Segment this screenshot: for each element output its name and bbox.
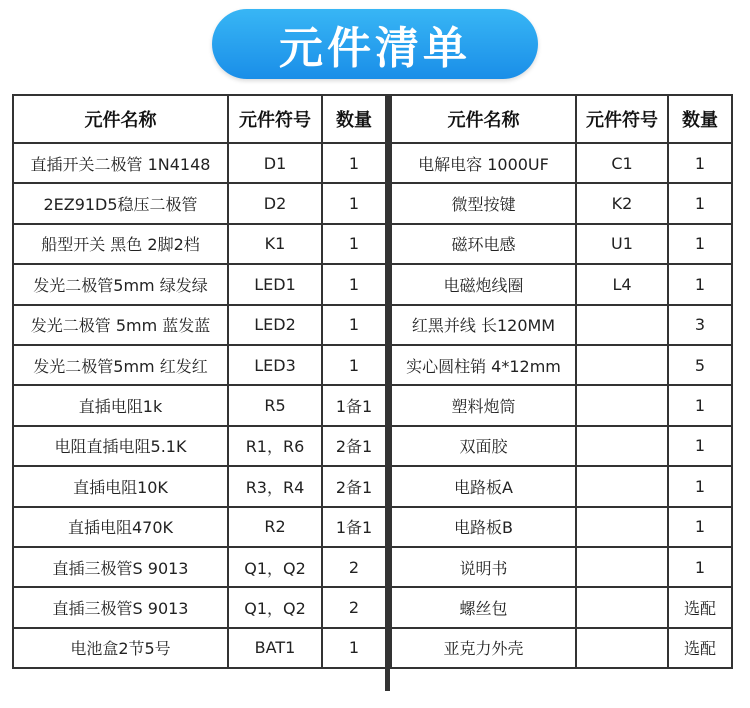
table-row (391, 426, 732, 466)
table-row (391, 143, 732, 183)
quantity-cell: 1 (668, 426, 732, 466)
table-row (391, 345, 732, 385)
table-row (13, 183, 386, 223)
component-name-cell: 磁环电感 (391, 224, 576, 264)
component-name-cell: 电池盒2节5号 (13, 628, 228, 668)
table-row (13, 305, 386, 345)
header-qty: 数量 (668, 95, 732, 143)
component-name-cell: 塑料炮筒 (391, 385, 576, 425)
component-symbol-cell (576, 385, 668, 425)
component-symbol-cell: LED2 (228, 305, 322, 345)
component-symbol-cell (576, 345, 668, 385)
table-row (13, 466, 386, 506)
component-symbol-cell: Q1，Q2 (228, 547, 322, 587)
component-name-cell: 电阻直插电阻5.1K (13, 426, 228, 466)
component-name-cell: 直插电阻1k (13, 385, 228, 425)
table-row (13, 426, 386, 466)
table-row (391, 385, 732, 425)
component-symbol-cell (576, 305, 668, 345)
table-row (391, 547, 732, 587)
title-banner (212, 9, 538, 79)
component-name-cell: 电磁炮线圈 (391, 264, 576, 304)
component-symbol-cell: LED3 (228, 345, 322, 385)
component-name-cell: 实心圆柱销 4*12mm (391, 345, 576, 385)
table-row (13, 587, 386, 627)
quantity-cell: 1 (322, 305, 386, 345)
component-table-left (12, 94, 387, 669)
quantity-cell: 1 (322, 183, 386, 223)
component-name-cell: 说明书 (391, 547, 576, 587)
component-name-cell: 直插三极管S 9013 (13, 587, 228, 627)
component-name-cell: 双面胶 (391, 426, 576, 466)
component-symbol-cell: R1，R6 (228, 426, 322, 466)
quantity-cell: 2 (322, 547, 386, 587)
table-row (13, 264, 386, 304)
quantity-cell: 1备1 (322, 507, 386, 547)
table-row (391, 264, 732, 304)
component-symbol-cell (576, 587, 668, 627)
page-title: 元件清单 (279, 23, 471, 74)
component-name-cell: 电路板A (391, 466, 576, 506)
table-row (391, 628, 732, 668)
component-name-cell: 直插三极管S 9013 (13, 547, 228, 587)
component-symbol-cell: K1 (228, 224, 322, 264)
component-symbol-cell: R2 (228, 507, 322, 547)
header-name: 元件名称 (13, 95, 228, 143)
component-name-cell: 2EZ91D5稳压二极管 (13, 183, 228, 223)
component-symbol-cell: K2 (576, 183, 668, 223)
quantity-cell: 选配 (668, 628, 732, 668)
quantity-cell: 1 (668, 143, 732, 183)
quantity-cell: 1 (322, 224, 386, 264)
header-row (391, 95, 732, 143)
component-name-cell: 电路板B (391, 507, 576, 547)
component-symbol-cell: BAT1 (228, 628, 322, 668)
table-row (13, 224, 386, 264)
quantity-cell: 1 (668, 547, 732, 587)
component-symbol-cell (576, 426, 668, 466)
component-symbol-cell (576, 507, 668, 547)
quantity-cell: 选配 (668, 587, 732, 627)
component-name-cell: 发光二极管 5mm 蓝发蓝 (13, 305, 228, 345)
header-row (13, 95, 386, 143)
quantity-cell: 1 (322, 345, 386, 385)
component-symbol-cell: LED1 (228, 264, 322, 304)
component-name-cell: 亚克力外壳 (391, 628, 576, 668)
table-row (13, 143, 386, 183)
component-name-cell: 直插电阻470K (13, 507, 228, 547)
component-table-right (390, 94, 733, 669)
header-qty: 数量 (322, 95, 386, 143)
table-row (391, 224, 732, 264)
component-name-cell: 直插电阻10K (13, 466, 228, 506)
component-name-cell: 螺丝包 (391, 587, 576, 627)
component-name-cell: 直插开关二极管 1N4148 (13, 143, 228, 183)
quantity-cell: 2备1 (322, 426, 386, 466)
table-row (391, 507, 732, 547)
component-name-cell: 微型按键 (391, 183, 576, 223)
component-symbol-cell: U1 (576, 224, 668, 264)
component-symbol-cell: R3，R4 (228, 466, 322, 506)
quantity-cell: 5 (668, 345, 732, 385)
table-row (391, 305, 732, 345)
component-symbol-cell: D2 (228, 183, 322, 223)
table-row (391, 466, 732, 506)
table-row (13, 385, 386, 425)
header-symbol: 元件符号 (576, 95, 668, 143)
component-symbol-cell (576, 547, 668, 587)
quantity-cell: 3 (668, 305, 732, 345)
quantity-cell: 1 (322, 264, 386, 304)
quantity-cell: 1 (322, 143, 386, 183)
component-symbol-cell: R5 (228, 385, 322, 425)
table-row (391, 183, 732, 223)
quantity-cell: 1 (322, 628, 386, 668)
component-name-cell: 红黑并线 长120MM (391, 305, 576, 345)
quantity-cell: 1 (668, 264, 732, 304)
quantity-cell: 1 (668, 183, 732, 223)
quantity-cell: 2备1 (322, 466, 386, 506)
header-symbol: 元件符号 (228, 95, 322, 143)
quantity-cell: 1 (668, 224, 732, 264)
component-symbol-cell: D1 (228, 143, 322, 183)
component-symbol-cell: L4 (576, 264, 668, 304)
quantity-cell: 1 (668, 385, 732, 425)
table-row (13, 507, 386, 547)
component-symbol-cell: C1 (576, 143, 668, 183)
component-name-cell: 发光二极管5mm 红发红 (13, 345, 228, 385)
quantity-cell: 2 (322, 587, 386, 627)
component-name-cell: 船型开关 黑色 2脚2档 (13, 224, 228, 264)
table-row (391, 587, 732, 627)
quantity-cell: 1备1 (322, 385, 386, 425)
quantity-cell: 1 (668, 466, 732, 506)
component-symbol-cell (576, 628, 668, 668)
component-name-cell: 电解电容 1000UF (391, 143, 576, 183)
component-symbol-cell (576, 466, 668, 506)
table-row (13, 628, 386, 668)
component-symbol-cell: Q1，Q2 (228, 587, 322, 627)
quantity-cell: 1 (668, 507, 732, 547)
table-row (13, 345, 386, 385)
component-name-cell: 发光二极管5mm 绿发绿 (13, 264, 228, 304)
table-row (13, 547, 386, 587)
header-name: 元件名称 (391, 95, 576, 143)
